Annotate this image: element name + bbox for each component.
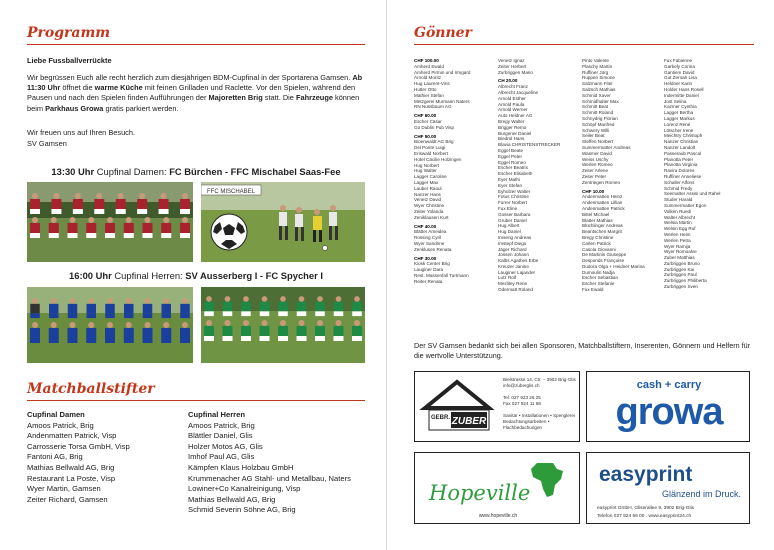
goenner-name: Seiler Beat — [582, 133, 605, 139]
goenner-name: Jossen Johann — [498, 252, 529, 258]
goenner-name: Escher Cäsar — [414, 118, 442, 124]
intro-paragraph — [27, 73, 365, 114]
photo-match-action — [201, 182, 365, 262]
goenner-name: Summermatter Andreas — [582, 144, 631, 150]
goenner-name: Blätter Ameidea — [414, 229, 447, 235]
goenner-name: Fotus Christine — [498, 194, 529, 200]
goenner-name: Brigger Remo — [498, 124, 527, 130]
zuber-contact-line: info@zuberglis.ch — [503, 383, 540, 388]
match-2-time: 16:00 Uhr — [69, 270, 112, 281]
stifter-herren-item: Mathias Bellwald AG, Brig — [188, 494, 276, 504]
goenner-name: Zurbriggen Bruno — [664, 260, 700, 266]
goenner-name: Kreuzer Janine — [498, 263, 529, 269]
goenner-amount-heading: CH 20.00 — [498, 78, 518, 84]
goenner-name: Andenmatten Patrick — [582, 205, 625, 211]
intro-highlight: warme Küche — [94, 83, 143, 93]
stifter-damen-item: Wyer Martin, Gamsen — [27, 484, 101, 494]
match-2-title — [27, 270, 365, 281]
intro-text: gratis parkiert werden. — [103, 103, 179, 113]
goenner-name: Odermatt Roland — [498, 287, 533, 293]
intro-highlight: Fahrzeuge — [295, 93, 333, 103]
photo-fc-buerchen-team — [27, 182, 193, 262]
goenner-name: Metzgerei Murmann Naters — [414, 98, 470, 104]
photo-fc-spycher-team — [201, 287, 365, 363]
goenner-name: Venetz David — [414, 197, 442, 203]
easyprint-slogan: Glänzend im Druck. — [661, 489, 741, 499]
intro-text: öffnet die — [60, 83, 95, 93]
goenner-name: Eggel Beate — [498, 147, 524, 153]
goenner-name: Ravira Dolores — [664, 168, 695, 174]
goenner-name: Wyer Romualve — [664, 249, 697, 255]
intro-highlight: Parkhaus Growa — [45, 103, 104, 113]
goenner-name: Auto Heldner AG — [498, 113, 533, 119]
goenner-name: Lutz Rolf — [498, 275, 517, 281]
goenner-name: Beantschen Margrit — [582, 229, 622, 235]
stifter-damen-item: Fantoni AG, Brig — [27, 452, 83, 462]
goenner-name: Imseng Andreas — [498, 234, 532, 240]
goenner-name: Eyer Mathi — [498, 176, 520, 182]
goenner-name: Lagger Markus — [664, 115, 695, 121]
goenner-name: Studer Harald — [664, 197, 693, 203]
goenner-name: Werlen Romeo — [582, 162, 613, 168]
ad-zuber — [414, 371, 580, 442]
goenner-name: Gut Zeroah Lisa — [664, 75, 697, 81]
goenner-name: Dumoulin Nadja — [582, 269, 615, 275]
goenner-name: Ruffiner Anneliese — [664, 173, 702, 179]
goenner-name: Escher Stefanie — [582, 281, 615, 287]
goenner-amount-heading: CHF 100.00 — [414, 58, 439, 63]
goenner-name: Schöpf Manfred — [582, 121, 615, 127]
intro-highlight: Ab 11:30 Uhr — [27, 73, 363, 93]
goenner-name: Schnydrig Florian — [582, 115, 618, 121]
zuber-logo-name: ZUBER — [451, 416, 487, 427]
goenner-amount-heading: CHF 10.00 — [582, 188, 605, 194]
growa-tagline: cash + carry — [636, 379, 702, 391]
africa-map-icon — [527, 459, 567, 499]
goenner-name: Hotel Cäcilie Holzingen — [414, 156, 462, 162]
goenner-name: Reiter Renata — [414, 278, 443, 284]
ad-hopeville — [414, 452, 580, 524]
thanks-text: Der SV Gamsen bedankt sich bei allen Sponsoren, Matchballstiftern, Inserenten, Gönnern und Helfern für die wertvolle Unterstützung. — [414, 341, 751, 360]
goenner-name: Zeiter Herbert — [498, 63, 527, 69]
goenner-name: Zentriegen Romeo — [582, 179, 621, 185]
intro-text: mit feinen Grilladen und Raclette. Vor den Spielen, während den Pausen und nach den Spielen finden Aufführungen der — [27, 83, 356, 103]
goenner-name: Andenmatten Heinz — [582, 194, 623, 200]
goenner-title: Gönner — [414, 25, 472, 41]
goenner-name: Bregy Walter — [498, 118, 525, 124]
goenner-name: Planotta Virginia — [664, 162, 698, 168]
goenner-name: Albrecht Jacqueline — [498, 89, 539, 95]
goenner-name: Arnold Paula — [498, 101, 525, 107]
goenner-name: Wyer Ramija — [664, 243, 691, 249]
stifter-damen-item: Carrosserie Torsa GmbH, Visp — [27, 441, 130, 451]
goenner-name: Zurbriggen Philiberta — [664, 278, 707, 284]
goenner-name: Eggel Peter — [498, 153, 523, 159]
goenner-name: Zeniklausen Kurt — [414, 214, 449, 220]
goenner-name: Weiss Uschy — [582, 156, 609, 162]
goenner-name: Zurbriggen Kai — [664, 266, 695, 272]
goenner-name: Bregy Christine — [582, 234, 614, 240]
matchballstifter-title: Matchballstifter — [27, 381, 155, 397]
goenner-name: Venetz Ignaz — [498, 58, 525, 63]
stifter-damen-item: Amoos Patrick, Brig — [27, 420, 94, 430]
goenner-amount-heading: CHF 60.00 — [414, 113, 437, 119]
stifter-herren-item: Amoos Patrick, Brig — [188, 420, 255, 430]
goenner-name: Hug Norbert — [414, 162, 440, 168]
goenner-name: Del Ponte Luigi — [414, 145, 446, 151]
photo-banner-text: FFC MISCHABEL — [206, 189, 256, 195]
stifter-damen-list — [27, 410, 187, 505]
goenner-name: Werlen Petra — [664, 237, 691, 243]
goenner-name: Casola Giovanni — [582, 246, 616, 252]
goenner-name: Burgener Daniel — [498, 130, 532, 136]
intro-text: Wir begrüssen Euch alle recht herzlich zum diesjährigen BDM-Cupfinal in der Sportarena Gamsen. — [27, 73, 353, 82]
goenner-name: Lauginer Dara — [414, 267, 444, 273]
goenner-name: Imstepf Diego — [498, 240, 527, 246]
goenner-name: Blüchlinger Andreas — [582, 223, 623, 229]
zuber-logo — [417, 372, 497, 442]
zuber-contact — [503, 377, 579, 431]
goenner-name: Schmid Xaver — [582, 92, 611, 98]
goenner-name: Wyer Christine — [414, 203, 445, 209]
goenner-name: Hutter Otto — [414, 86, 437, 92]
stifter-herren-item: Holzer Motos AG, Glis — [188, 441, 263, 451]
stifter-herren-list — [188, 410, 378, 516]
match-1-time: 13:30 Uhr — [51, 166, 95, 177]
goenner-amount-heading: CHF 40.00 — [414, 223, 437, 229]
goenner-rule — [414, 44, 754, 45]
goenner-amount-heading: CHF 30.00 — [414, 255, 437, 261]
goenner-name: Summermatter Egon — [664, 202, 707, 208]
goenner-name: Bittel Michael — [582, 211, 610, 217]
closing-line: Wir freuen uns auf Ihren Besuch. — [27, 128, 136, 137]
goenner-name: Kalbs Agathes Erbe — [498, 258, 539, 264]
goenner-name: Garbely Corina — [664, 63, 695, 69]
goenner-name: Nanzer Christian — [664, 139, 699, 145]
goenner-name: Steffen Norbert — [582, 139, 614, 145]
goenner-name: Albrecht Franz — [498, 84, 528, 90]
stifter-damen-item: Andenmatten Patrick, Visp — [27, 431, 117, 441]
goenner-name: Fux Ewald — [582, 287, 604, 293]
goenner-name: Welsia Martin — [664, 220, 692, 226]
goenner-name: Salzsch Mathias — [582, 86, 616, 92]
match-2-label: Cupfinal Herren: — [111, 270, 186, 281]
goenner-name: Zeiter Arlene — [582, 168, 609, 174]
stifter-herren-item: Krummenacher AG Stahl- und Metallbau, Naters — [188, 473, 351, 483]
goenner-name: Wyer Sandrine — [414, 240, 445, 246]
goenner-name: Mathier Stefan — [414, 92, 444, 98]
stifter-damen-item: Mathias Bellwald AG, Brig — [27, 462, 115, 472]
stifter-herren-item: Schmid Severin Söhne AG, Brig — [188, 505, 296, 515]
goenner-name: Planotta Peter — [664, 156, 694, 162]
stifter-damen-item: Zeiter Richard, Gamsen — [27, 494, 108, 504]
goenner-name: Walter Albrecht — [664, 214, 695, 220]
stifter-herren-item: Imhof Paul AG, Glis — [188, 452, 255, 462]
zuber-contact-line: Fax 027 924 11 88 — [503, 401, 541, 406]
goenner-name: Lauginer Lajander — [498, 269, 536, 275]
stifter-damen-item: Restaurant La Poste, Visp — [27, 473, 116, 483]
goenner-name: Welsin Egg Ruf — [664, 226, 696, 232]
hopeville-url: www.hopeville.ch — [478, 513, 518, 519]
goenner-name: Lagger Max — [414, 179, 439, 185]
goenner-name: Andenmatten Lillian — [582, 200, 623, 206]
goenner-name: Heldner Karin — [664, 81, 693, 87]
goenner-name: Jäger Richard — [498, 246, 527, 252]
goenner-name: Carlen Patrick — [582, 240, 611, 246]
stifter-herren-item: Lowiner+Co Kanalreinigung, Visp — [188, 484, 301, 494]
goenner-name: Lagger Bertha — [664, 110, 694, 116]
goenner-name: Rest. Massenfall Turtmann — [414, 272, 469, 278]
goenner-name: Arnold Esther — [498, 95, 526, 101]
goenner-name: Schmid Fredy — [664, 185, 693, 191]
goenner-column-3 — [582, 58, 648, 293]
goenner-name: Escher Sebastian — [582, 275, 619, 281]
goenner-name: Ruppen Simone — [582, 75, 615, 81]
zuber-logo-top: GEBR. — [431, 415, 451, 421]
greeting: Liebe Fussballverrückte — [27, 56, 112, 65]
goenner-name: Kazmer Cynthia — [664, 104, 697, 110]
goenner-name: Volken Ruedi — [664, 208, 692, 214]
goenner-name: Furrer Norbert — [498, 200, 528, 206]
zuber-contact-line: Bielstrasse 14, Ctr. – 3902 Brig-Glis — [503, 377, 576, 382]
match-1-label: Cupfinal Damen: — [94, 166, 170, 177]
zuber-contact-line: Tel. 027 923 26 25 — [503, 395, 541, 400]
goenner-name: Meichtry Christoph — [664, 133, 703, 139]
signature: SV Gamsen — [27, 139, 67, 148]
goenner-name: Gosser Barbara — [498, 211, 531, 217]
goenner-name: Fux Fabienne — [664, 58, 693, 63]
goenner-name: De Martinis Giuseppe — [582, 252, 627, 258]
goenner-name: Zurbriggen Paul — [664, 272, 697, 278]
match-2-teams: SV Ausserberg I - FC Spycher I — [185, 270, 323, 281]
goenner-name: Zuber Matthias — [664, 255, 695, 261]
goenner-name: Zurbriggen Sven — [664, 284, 698, 290]
programm-title: Programm — [27, 25, 111, 41]
goenner-name: Werlen Heim — [664, 231, 691, 237]
easyprint-address: easyprint GmbH, Gliserallee 9, 3902 Brig-Glis — [597, 506, 695, 511]
goenner-name: Eriswald Norbert — [414, 150, 448, 156]
goenner-name: Lauber Raoul — [414, 185, 442, 191]
goenner-name: Schmidhalter Max — [582, 98, 619, 104]
zuber-contact-line: Sanitär • Installationen • Spenglerei — [503, 413, 575, 418]
goenner-name: RN Nussbaum AG — [414, 104, 452, 110]
goenner-name: Schwery Willi — [582, 127, 610, 133]
ad-growa — [586, 371, 750, 442]
goenner-name: Desponds Françoise — [582, 258, 625, 264]
goenner-name: Hug Albert — [498, 223, 520, 229]
goenner-name: Eyer Stefan — [498, 182, 523, 188]
goenner-name: Bioenwaldt AG Brig — [414, 139, 454, 145]
goenner-name: Holder Hans Rosell — [664, 86, 704, 92]
goenner-name: Biedrol Hans — [498, 136, 525, 142]
programm-rule — [27, 44, 365, 45]
goenner-name: Pinto Valente — [582, 58, 609, 63]
hopeville-logo: Hopeville — [429, 481, 531, 505]
goenner-name: Gruber Daniel — [498, 217, 527, 223]
goenner-column-2 — [498, 58, 564, 293]
goenner-name: Lagger Caroline — [414, 174, 447, 180]
intro-text: statt. Die — [262, 93, 296, 103]
growa-logo: growa — [615, 391, 723, 433]
goenner-name: Escher Elisabeth — [498, 171, 533, 177]
goenner-name: Schmitt Beat — [582, 104, 609, 110]
goenner-name: Plaschy Martin — [582, 63, 613, 69]
goenner-name: Arnold Moritz — [414, 75, 442, 81]
goenner-name: Blavia CHRISTENSTRECKER — [498, 142, 561, 148]
goenner-name: Jost Selina — [664, 98, 687, 104]
goenner-name: Hug Walter — [414, 168, 437, 174]
goenner-name: Amherd Pirmin und Irmgard — [414, 69, 471, 75]
goenner-column-4 — [664, 58, 730, 290]
goenner-name: Ruffiner Jürg — [582, 69, 609, 75]
stifter-herren-head: Cupfinal Herren — [188, 410, 245, 419]
goenner-name: Zeiter Yolanda — [414, 208, 444, 214]
goenner-amount-heading: CHF 50.00 — [414, 133, 437, 139]
goenner-name: Hug Daniel — [498, 229, 521, 235]
goenner-name: Amherd Ewald — [414, 63, 444, 69]
goenner-name: Kiosk Center Brig — [414, 261, 450, 267]
goenner-name: Schmitt Roland — [582, 110, 614, 116]
goenner-name: Lorenz René — [664, 121, 691, 127]
ad-easyprint — [586, 452, 750, 524]
easyprint-logo: easyprint — [599, 463, 693, 486]
goenner-name: Rossing Cyril — [414, 235, 442, 241]
goenner-column-1 — [414, 58, 480, 284]
goenner-name: Eggel Romeo — [498, 159, 526, 165]
goenner-name: Passeraub Pascal — [664, 150, 702, 156]
goenner-name: Schaller Alfons — [664, 179, 695, 185]
goenner-name: Blatter Mathias — [582, 217, 613, 223]
goenner-name: Go Dublin Pub Visp — [414, 124, 455, 130]
stifter-herren-item: Kämpfen Klaus Holzbau GmbH — [188, 462, 294, 472]
matchballstifter-rule — [27, 400, 365, 401]
goenner-name: Dudora Olga + Heidner Marina — [582, 263, 645, 269]
goenner-name: Gantiem David — [664, 69, 695, 75]
stifter-herren-item: Blättler Daniel, Glis — [188, 431, 253, 441]
goenner-name: Nanzer Hans — [414, 191, 441, 197]
goenner-name: Mezlitey Rene — [498, 281, 528, 287]
goenner-name: Hug Laurent-Vins — [414, 81, 450, 87]
goenner-name: Lötscher Irene — [664, 127, 694, 133]
photo-sv-ausserberg-team — [27, 287, 193, 363]
goenner-name: Zenklusen Renata — [414, 246, 452, 252]
goenner-name: Zeiter Peter — [582, 173, 606, 179]
goenner-name: Escher Beatrix — [498, 165, 528, 171]
zuber-contact-line: Bedachtungsarbeiten • Flachbedachungen — [503, 419, 550, 430]
match-1-teams: FC Bürchen - FFC Mischabel Saas-Fee — [169, 166, 341, 177]
stifter-damen-head: Cupfinal Damen — [27, 410, 85, 419]
goenner-name: Nanzer Landolt — [664, 144, 696, 150]
goenner-name: Eyholzer Walter — [498, 188, 531, 194]
goenner-name: Zurbriggen Mario — [498, 69, 533, 75]
goenner-name: Fux Eline — [498, 205, 518, 211]
goenner-name: Salzmann Fitel — [582, 81, 613, 87]
goenner-name: Seematter Assisi und Rahel — [664, 191, 721, 197]
intro-text: können beim — [27, 93, 360, 113]
intro-highlight: Majoretten Brig — [208, 93, 263, 103]
goenner-name: Indermitte Daniel — [664, 92, 699, 98]
easyprint-contact: Telefon 027 924 56 00 . www.easyprint24.ch — [597, 514, 692, 519]
match-1-title — [27, 166, 365, 177]
goenner-name: Wasmer David — [582, 150, 612, 156]
goenner-name: Arnold Werner — [498, 107, 528, 113]
